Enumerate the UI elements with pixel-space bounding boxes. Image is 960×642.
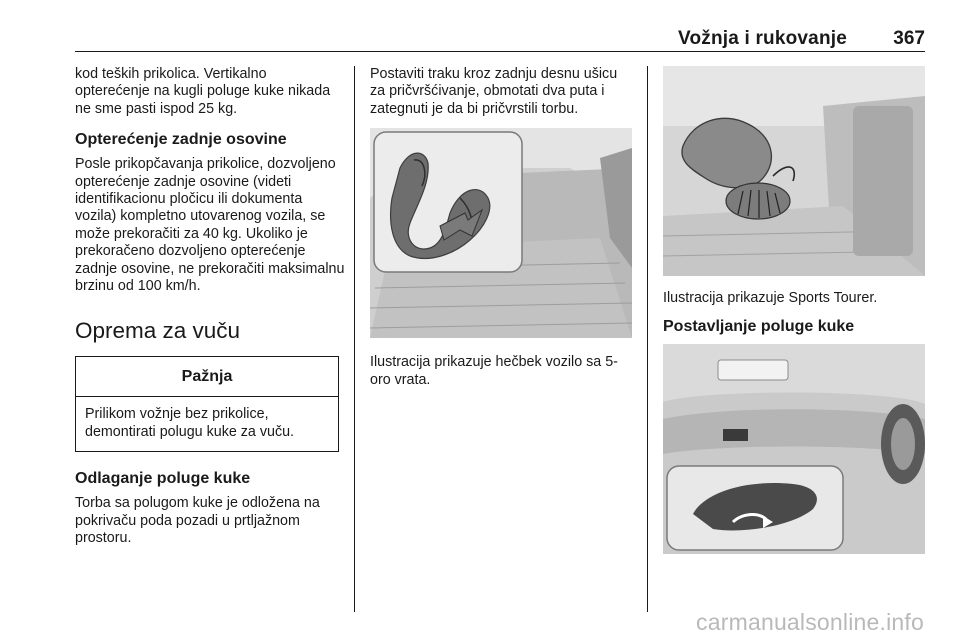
tow-bar-fitting-illustration [663,344,925,554]
strap-paragraph: Postaviti traku kroz zadnju desnu ušicu za pričvršćivanje, obmotati dva puta i zategnuti je da bi pričvrstili torbu. [370,66,618,117]
tourer-boot-illustration [663,66,925,276]
rear-axle-heading: Opterećenje zadnje osovine [75,131,287,149]
fitting-heading: Postavljanje poluge kuke [663,318,855,336]
column-divider [647,66,648,612]
column-right [663,66,925,554]
rear-axle-paragraph: Posle prikopčavanja prikolice, dozvoljeno opterećenje zadnje osovine (videti identifikacionu pločicu ili dokumenta vozila) kompletno utovarenog vozila, se može prekoračiti za 40 kg. Ukoliko je prekoračeno dozvoljeno opterećenje zadnje osovine, ne prekoračiti maksimalnu brzinu od 100 km/h. [75,156,345,295]
warning-text: Prilikom vožnje bez prikolice, demontirati polugu kuke za vuču. [85,406,295,440]
tourer-caption: Ilustracija prikazuje Sports Tourer. [663,290,878,306]
section-title: Vožnja i rukovanje [677,28,847,49]
column-left [75,66,345,548]
towing-heading: Oprema za vuču [75,318,241,344]
warning-box [75,356,339,452]
page-header [75,24,925,52]
watermark: carmanualsonline.info [696,609,924,635]
header-rule [75,51,925,52]
column-middle [370,66,636,389]
storage-paragraph: Torba sa polugom kuke je odložena na pokrivaču poda pozadi u prtljažnom prostoru. [75,495,320,547]
page-number: 367 [893,28,925,49]
hatchback-caption: Ilustracija prikazuje hečbek vozilo sa 5-oro vrata. [370,354,618,388]
intro-paragraph: kod teških prikolica. Vertikalno opterećenje na kugli poluge kuke nikada ne sme pasti ispod 25 kg. [75,66,331,117]
hatchback-boot-illustration [370,128,632,338]
warning-title: Pažnja [76,357,338,397]
column-divider [354,66,355,612]
storage-heading: Odlaganje poluge kuke [75,470,251,488]
warning-body [76,397,338,451]
